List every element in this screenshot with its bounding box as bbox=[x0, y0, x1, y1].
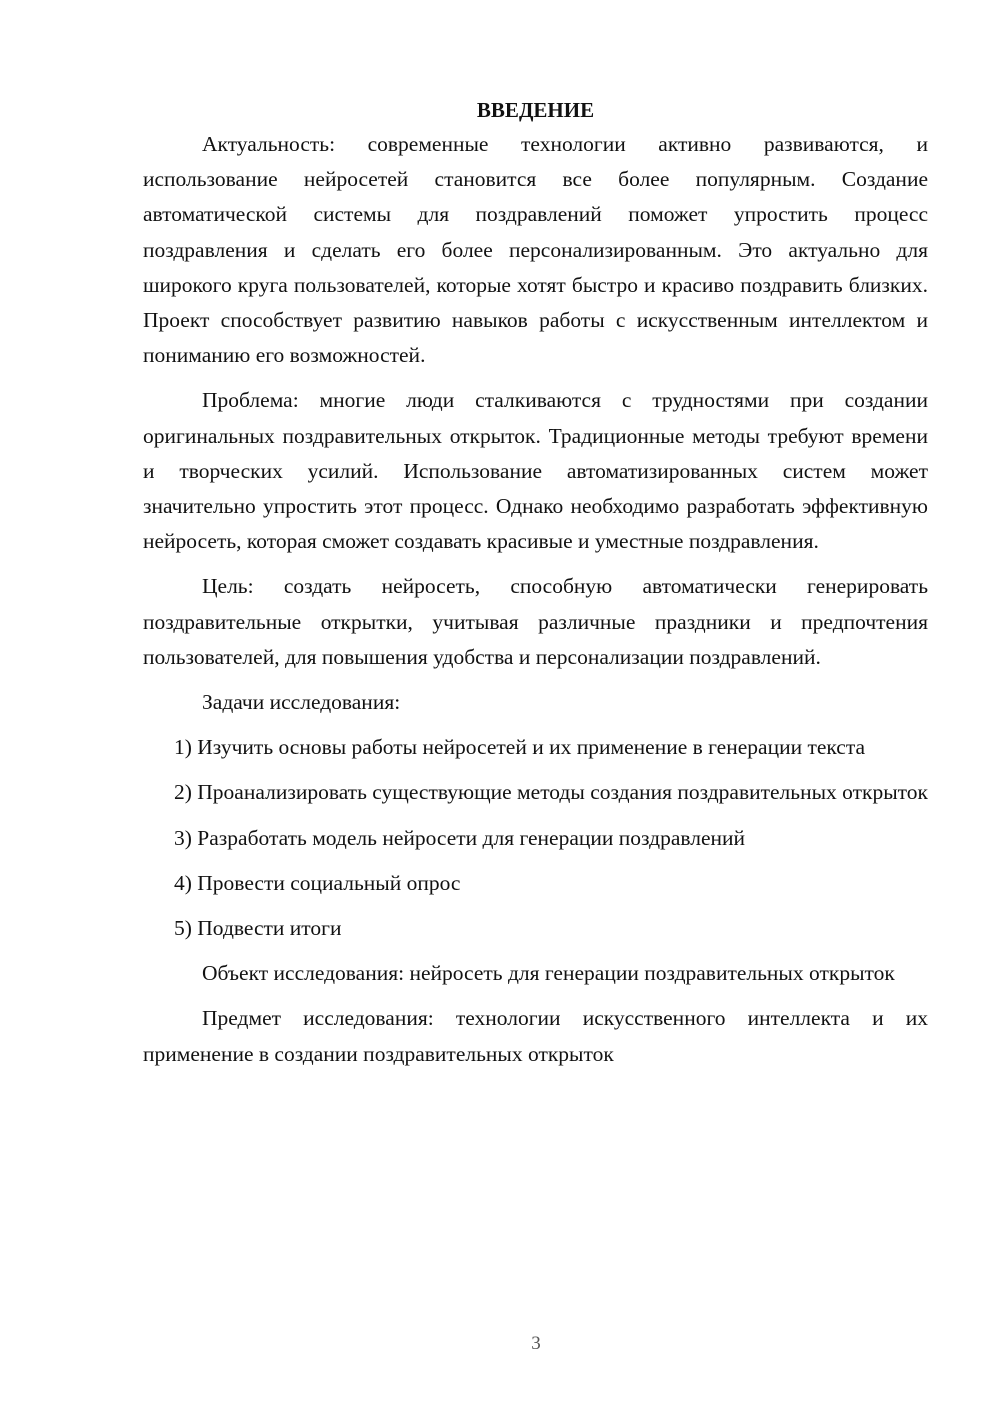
section-heading: ВВЕДЕНИЕ bbox=[476, 98, 595, 122]
paragraph-object: Объект исследования: нейросеть для генерации поздравительных открыток bbox=[202, 961, 895, 986]
task-item-1: 1) Изучить основы работы нейросетей и их применение в генерации текста bbox=[174, 735, 866, 760]
task-item-5: 5) Подвести итоги bbox=[174, 916, 342, 941]
task-item-3: 3) Разработать модель нейросети для генерации поздравлений bbox=[174, 825, 746, 850]
paragraph-goal: Цель: создать нейросеть, способную автоматически генерировать поздравительные открытки, учитывая различные праздники и предпочтения пользователей, для повышения удобства и персонализации поздравлений. bbox=[143, 574, 928, 669]
task-item-4: 4) Провести социальный опрос bbox=[174, 870, 461, 895]
paragraph-subject: Предмет исследования: технологии искусственного интеллекта и их применение в создании поздравительных открыток bbox=[143, 1006, 928, 1066]
document-body bbox=[143, 93, 928, 1082]
tasks-title: Задачи исследования: bbox=[202, 690, 401, 715]
page-number: 3 bbox=[531, 1333, 541, 1354]
paragraph-relevance: Актуальность: современные технологии активно развиваются, и использование нейросетей становится все более популярным. Создание автоматической системы для поздравлений поможет упростить процесс поздравления и сделать его более персонализированным. Это актуально для широкого круга пользователей, которые хотят быстро и красиво поздравить близких. Проект способствует развитию навыков работы с искусственным интеллектом и пониманию его возможностей. bbox=[143, 132, 928, 368]
task-item-2: 2) Проанализировать существующие методы создания поздравительных открыток bbox=[174, 780, 928, 805]
paragraph-problem: Проблема: многие люди сталкиваются с трудностями при создании оригинальных поздравительных открыток. Традиционные методы требуют времени и творческих усилий. Использование автоматизированных систем может значительно упростить этот процесс. Однако необходимо разработать эффективную нейросеть, которая сможет создавать красивые и уместные поздравления. bbox=[143, 388, 928, 554]
